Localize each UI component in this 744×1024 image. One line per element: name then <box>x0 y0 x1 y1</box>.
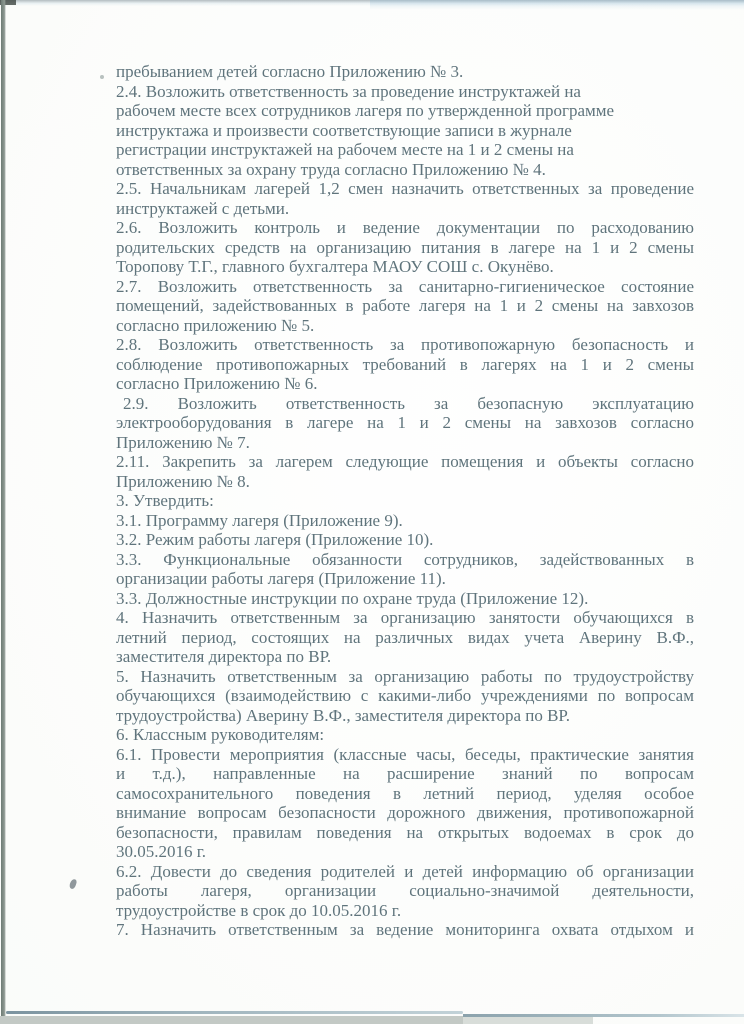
text-line: регистрации инструктажей на рабочем месте на 1 и 2 смены на <box>116 140 574 159</box>
text-line: ответственных за охрану труда согласно Приложению № 4. <box>116 159 546 179</box>
text-line: 4. Назначить ответственным за организацию занятости обучающихся в <box>116 608 694 627</box>
text-line: согласно Приложению № 6. <box>116 374 318 393</box>
text-line: самосохранительного поведения в летний период, уделяя особое <box>116 783 694 803</box>
text-line: 2.9. Возложить ответственность за безопасную эксплуатацию <box>123 393 694 413</box>
text-line: 6.2. Довести до сведения родителей и детей информацию об организации <box>116 861 694 881</box>
text-line: трудоустройстве в срок до 10.05.2016 г. <box>116 900 402 920</box>
text-line: внимание вопросам безопасности дорожного движения, противопожарной <box>116 803 694 822</box>
text-line: родительских средств на организацию питания в лагере на 1 и 2 смены <box>116 237 694 257</box>
text-line: 3.1. Программу лагеря (Приложение 9). <box>116 510 403 530</box>
scan-edge-top-tint <box>370 0 744 10</box>
text-line: и т.д.), направленные на расширение знаний по вопросам <box>116 764 694 783</box>
text-line: инструктажей с детьми. <box>116 198 290 218</box>
text-line: помещений, задействованных в работе лагеря на 1 и 2 смены на завхозов <box>116 296 694 315</box>
scan-speck <box>69 878 78 889</box>
text-line: инструктажа и произвести соответствующие записи в журнале <box>116 120 572 140</box>
scan-edge-bottom-line <box>6 1011 463 1014</box>
text-line: 2.7. Возложить ответственность за санитарно-гигиеническое состояние <box>116 276 694 296</box>
text-line: пребыванием детей согласно Приложению № 3. <box>116 62 464 81</box>
text-line: 3.3. Должностные инструкции по охране труда (Приложение 12). <box>116 588 589 608</box>
text-line: 3.2. Режим работы лагеря (Приложение 10). <box>116 530 434 549</box>
scan-edge-bottom-strip <box>463 1017 593 1024</box>
scan-edge-left <box>1 0 6 1024</box>
text-line: организации работы лагеря (Приложение 11). <box>116 569 446 588</box>
text-line: Приложению № 8. <box>116 471 250 491</box>
text-line: 2.4. Возложить ответственность за проведение инструктажей на <box>116 81 581 101</box>
text-line: 5. Назначить ответственным за организацию работы по трудоустройству <box>116 666 694 686</box>
text-line: 2.6. Возложить контроль и ведение документации по расходованию <box>116 218 694 237</box>
text-line: 7. Назначить ответственным за ведение мониторинга охвата отдыхом и <box>116 920 694 939</box>
text-line: 2.8. Возложить ответственность за противопожарную безопасность и <box>116 335 694 354</box>
text-line: рабочем месте всех сотрудников лагеря по утвержденной программе <box>116 101 615 120</box>
text-line: соблюдение противопожарных требований в лагерях на 1 и 2 смены <box>116 354 694 374</box>
text-line: трудоустройства) Аверину В.Ф., заместителя директора по ВР. <box>116 705 571 725</box>
text-line: 6. Классным руководителям: <box>116 725 325 744</box>
text-line: 3. Утвердить: <box>116 491 214 510</box>
text-line: 6.1. Провести мероприятия (классные часы, беседы, практические занятия <box>116 744 694 764</box>
text-line: летний период, состоящих на различных видах учета Аверину В.Ф., <box>116 627 694 647</box>
text-line: электрооборудования в лагере на 1 и 2 смены на завхозов согласно <box>116 413 694 432</box>
text-line: согласно приложению № 5. <box>116 315 315 335</box>
text-line: Приложению № 7. <box>116 432 250 452</box>
text-line: 30.05.2016 г. <box>116 842 207 861</box>
text-line: 3.3. Функциональные обязанности сотрудников, задействованных в <box>116 549 694 569</box>
scan-speck <box>100 75 104 79</box>
text-line: 2.11. Закрепить за лагерем следующие помещения и объекты согласно <box>116 452 694 471</box>
text-line: заместителя директора по ВР. <box>116 647 332 666</box>
text-line: работы лагеря, организации социально-значимой деятельности, <box>116 881 694 900</box>
text-line: обучающихся (взаимодействию с какими-либо учреждениями по вопросам <box>116 686 694 705</box>
document-text <box>116 62 694 940</box>
text-line: безопасности, правилам поведения на открытых водоемах в срок до <box>116 822 694 842</box>
scan-edge-bottom-strip <box>0 1016 463 1024</box>
text-line: Торопову Т.Г., главного бухгалтера МАОУ СОШ с. Окунёво. <box>116 257 554 276</box>
text-line: 2.5. Начальникам лагерей 1,2 смен назначить ответственных за проведение <box>116 179 694 198</box>
